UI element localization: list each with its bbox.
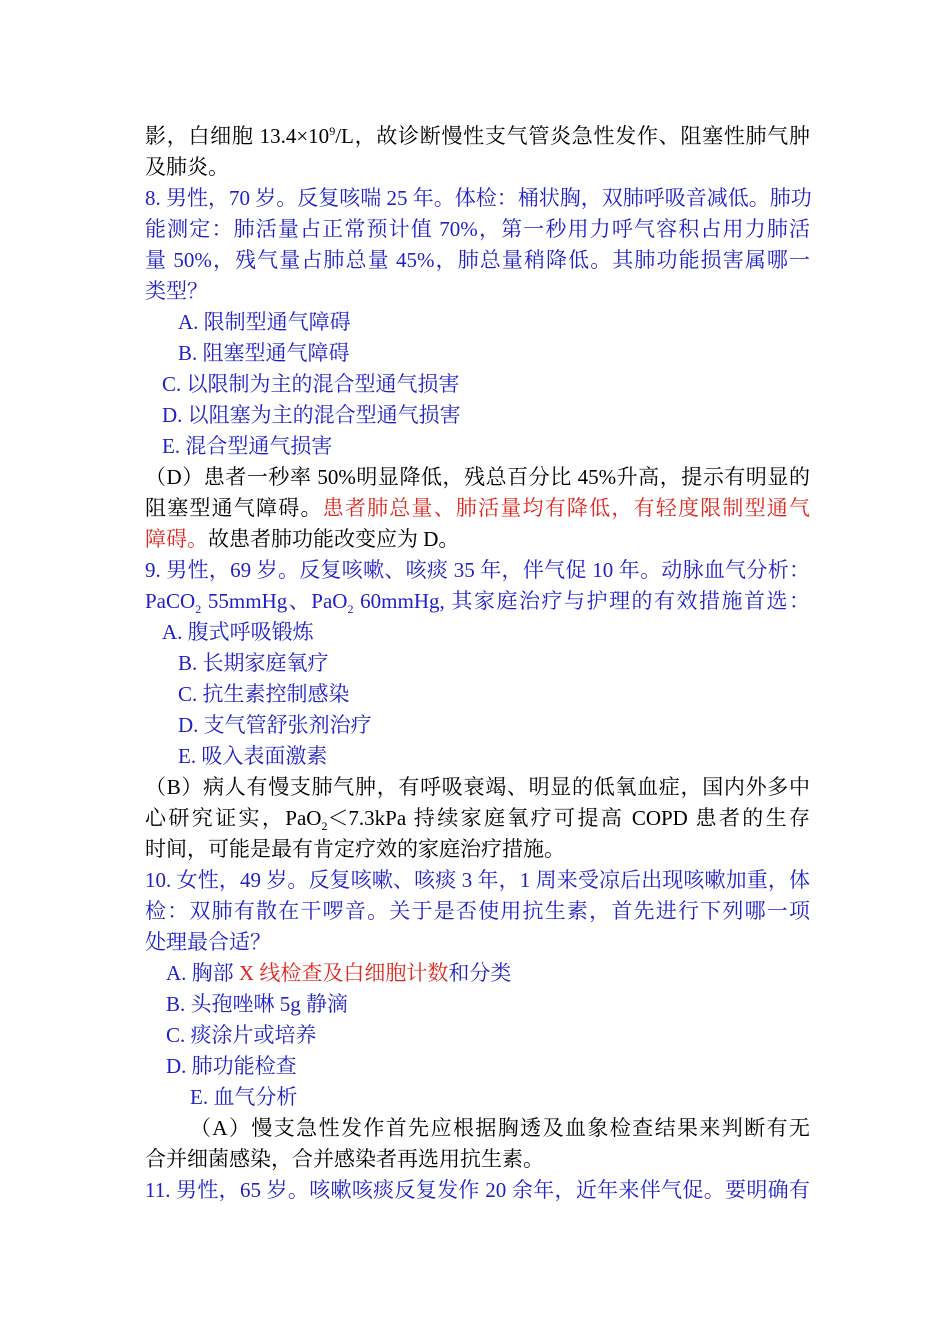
question-11-stem: 11. 男性，65 岁。咳嗽咳痰反复发作 20 余年，近年来伴气促。要明确有 [145, 1178, 810, 1202]
answer-9-explanation: 时间，可能是最有肯定疗效的家庭治疗措施。 [145, 837, 565, 861]
question-9-option-b: B. 长期家庭氧疗 [178, 651, 329, 675]
question-9-option-c: C. 抗生素控制感染 [178, 682, 350, 706]
highlight-text: 患者肺总量、肺活量均有降低，有轻度限制型通气 [322, 496, 810, 520]
answer-9-explanation: （B）病人有慢支肺气肿，有呼吸衰竭、明显的低氧血症，国内外多中 [145, 775, 810, 799]
question-8-option-e: E. 混合型通气损害 [162, 434, 333, 458]
question-10-option-b: B. 头孢唑啉 5g 静滴 [166, 992, 349, 1016]
question-10-stem: 处理最合适？ [145, 930, 271, 954]
question-9-option-e: E. 吸入表面激素 [178, 744, 328, 768]
question-9-stem: PaCO$_2$ 55mmHg、PaO$_2$ 60mmHg, 其家庭治疗与护理的有效措施首选： [145, 589, 810, 617]
question-8-stem: 类型？ [145, 279, 208, 303]
answer-8-explanation: 障碍。故患者肺功能改变应为 D。 [145, 527, 460, 551]
highlight-text: 障碍。 [145, 527, 208, 551]
question-10-stem: 检：双肺有散在干啰音。关于是否使用抗生素，首先进行下列哪一项 [145, 899, 810, 923]
answer-9-explanation: 心研究证实，PaO$_2$＜7.3kPa 持续家庭氧疗可提高 COPD 患者的生存 [145, 806, 810, 834]
question-8-stem: 量 50%，残气量占肺总量 45%，肺总量稍降低。其肺功能损害属哪一 [145, 248, 810, 272]
question-9-stem: 9. 男性，69 岁。反复咳嗽、咳痰 35 年，伴气促 10 年。动脉血气分析： [145, 558, 810, 582]
question-10-option-a: A. 胸部 X 线检查及白细胞计数和分类 [166, 961, 512, 985]
highlight-text: X 线检查及白细胞计数 [238, 961, 449, 985]
question-9-option-d: D. 支气管舒张剂治疗 [178, 713, 372, 737]
question-8-option-d: D. 以阻塞为主的混合型通气损害 [162, 403, 461, 427]
question-8-option-c: C. 以限制为主的混合型通气损害 [162, 372, 460, 396]
answer-8-explanation: （D）患者一秒率 50%明显降低，残总百分比 45%升高，提示有明显的 [145, 465, 810, 489]
answer-10-explanation: 合并细菌感染，合并感染者再选用抗生素。 [145, 1147, 544, 1171]
text-line: 及肺炎。 [145, 155, 229, 179]
question-10-option-c: C. 痰涂片或培养 [166, 1023, 317, 1047]
question-10-option-d: D. 肺功能检查 [166, 1054, 297, 1078]
question-10-stem: 10. 女性，49 岁。反复咳嗽、咳痰 3 年，1 周来受凉后出现咳嗽加重，体 [145, 868, 810, 892]
question-8-stem: 能测定：肺活量占正常预计值 70%，第一秒用力呼气容积占用力肺活 [145, 217, 810, 241]
question-8-option-b: B. 阻塞型通气障碍 [178, 341, 350, 365]
question-9-option-a: A. 腹式呼吸锻炼 [162, 620, 314, 644]
question-8-stem: 8. 男性，70 岁。反复咳喘 25 年。体检：桶状胸，双肺呼吸音减低。肺功 [145, 186, 812, 210]
question-10-option-e: E. 血气分析 [190, 1085, 298, 1109]
text-line: 影，白细胞 $13.4\times 10^9/L$，故诊断慢性支气管炎急性发作、阻塞性肺气肿 [145, 124, 811, 148]
question-8-option-a: A. 限制型通气障碍 [178, 310, 351, 334]
answer-8-explanation: 阻塞型通气障碍。患者肺总量、肺活量均有降低，有轻度限制型通气 [145, 496, 810, 520]
answer-10-explanation: （A）慢支急性发作首先应根据胸透及血象检查结果来判断有无 [190, 1116, 810, 1140]
